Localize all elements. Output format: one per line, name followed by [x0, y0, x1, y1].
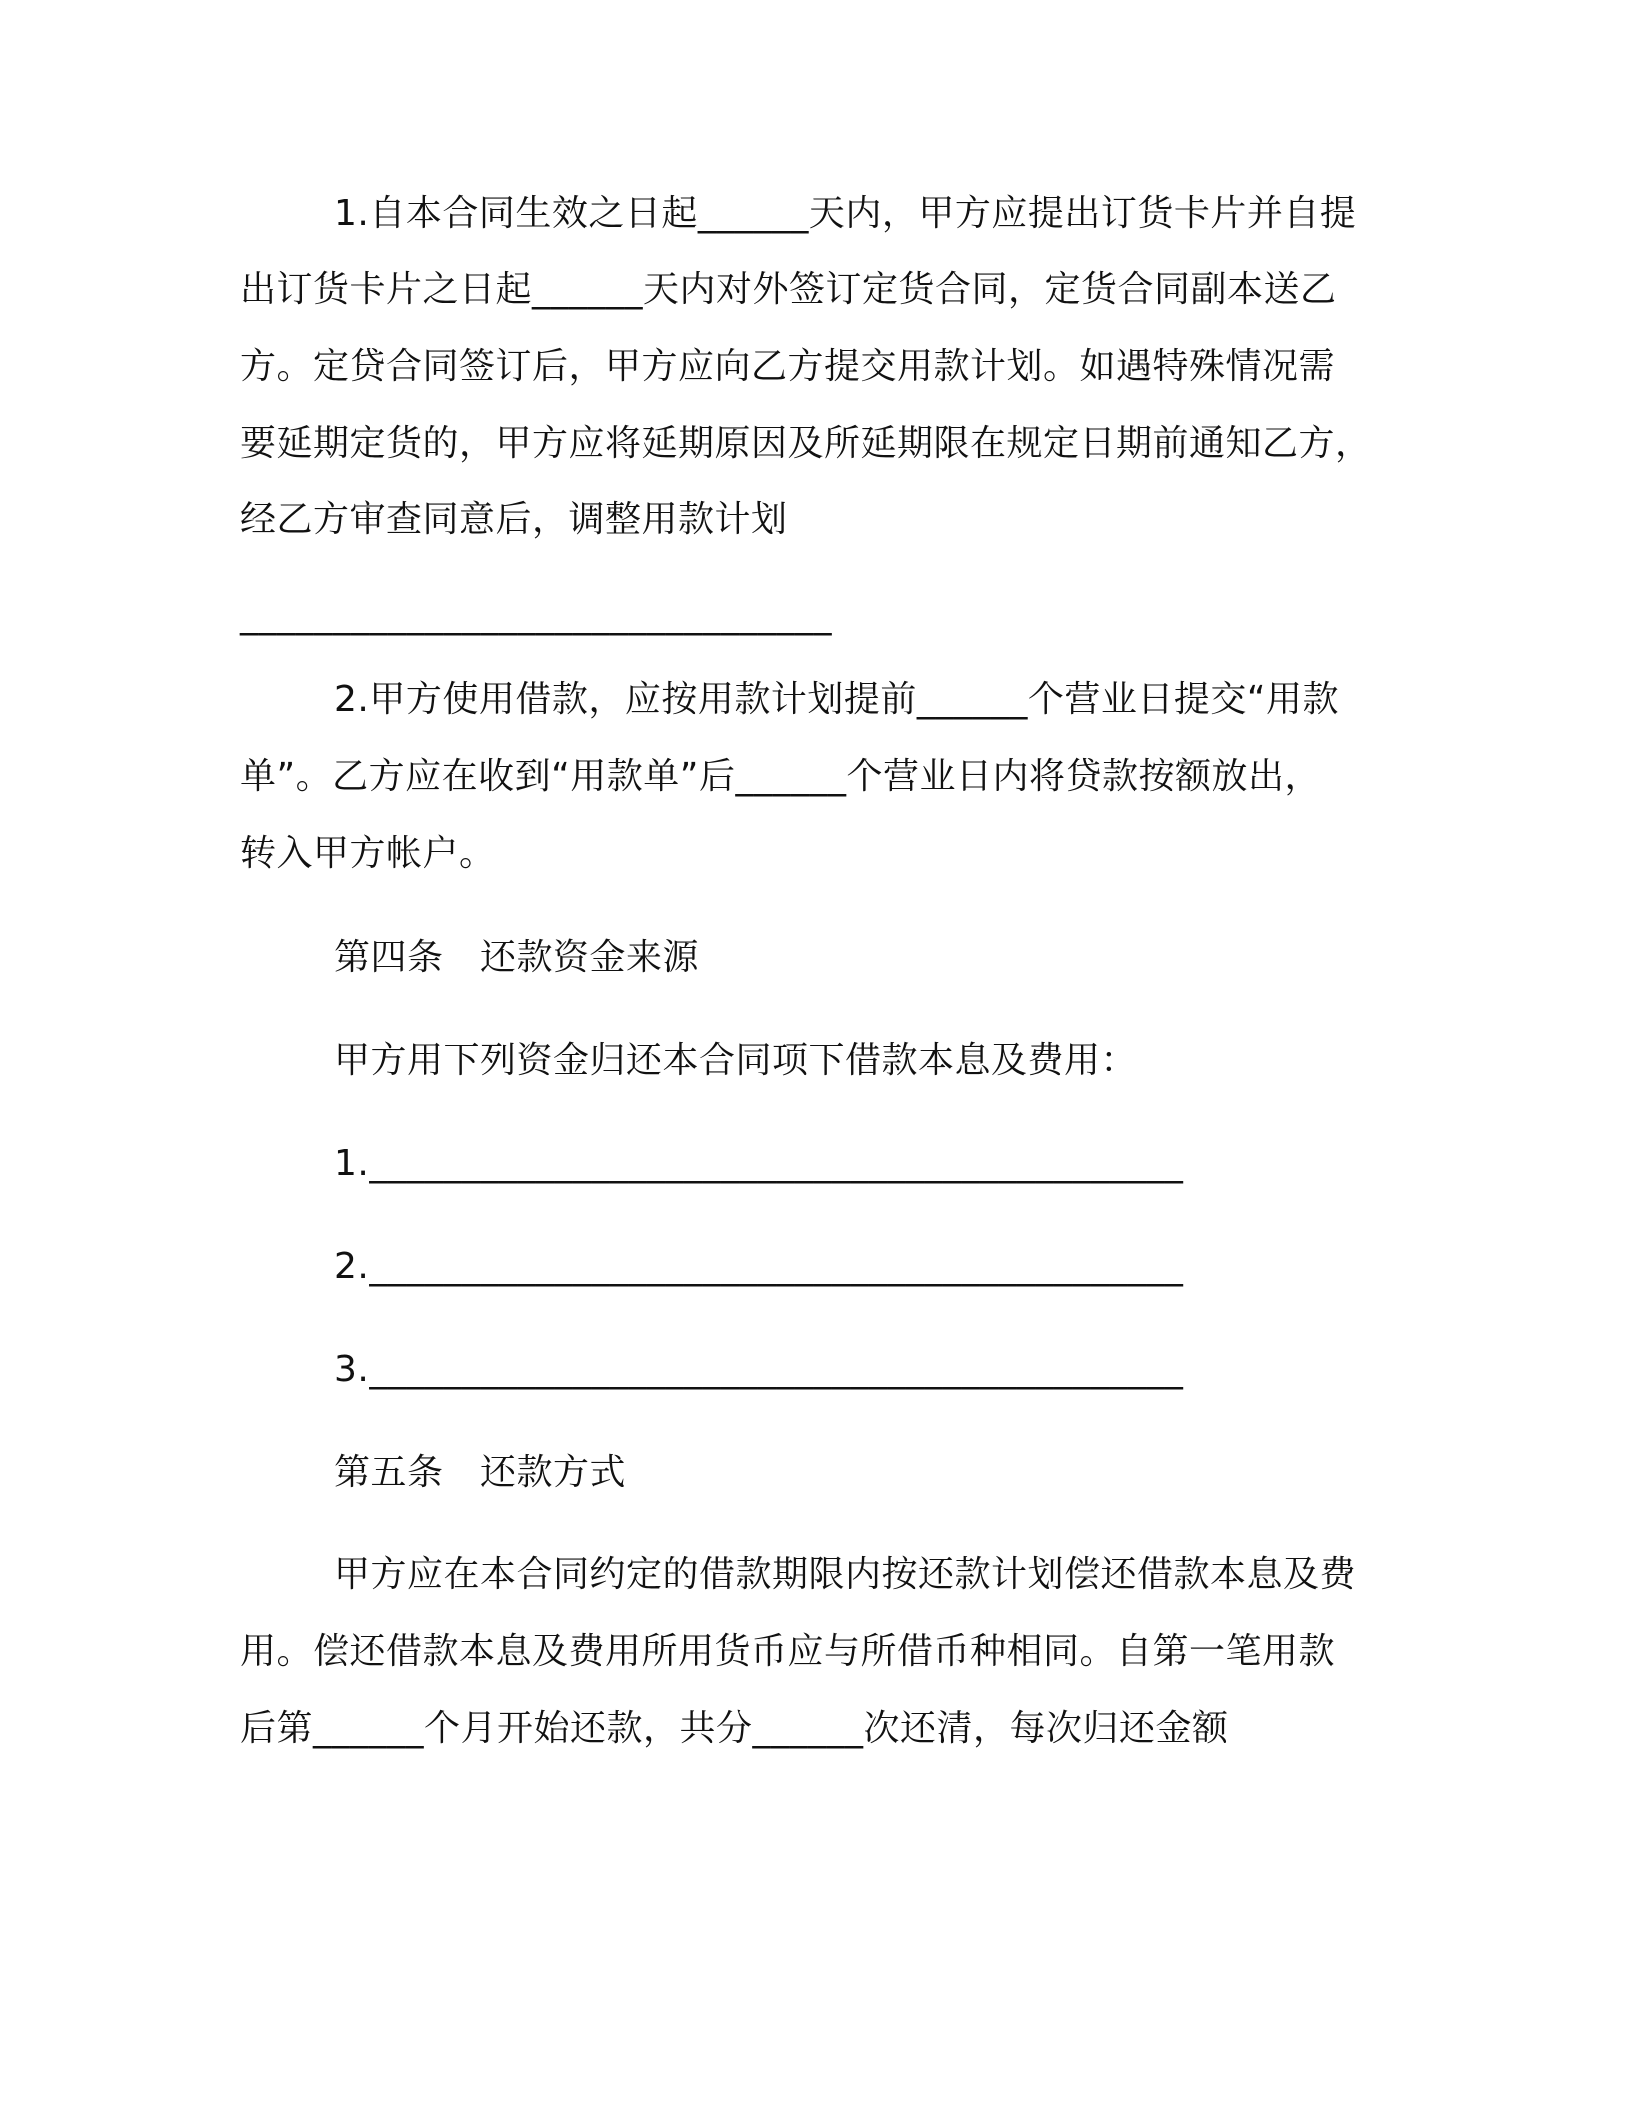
clause-1-line-5: 经乙方审查同意后，调整用款计划: [240, 499, 788, 540]
article-4-title: 第四条 还款资金来源: [334, 937, 700, 978]
article-5-title: 第五条 还款方式: [334, 1452, 627, 1493]
clause-1-blank-line: ________________________________: [240, 595, 832, 636]
clause-1-line-3: 方。定贷合同签订后，甲方应向乙方提交用款计划。如遇特殊情况需: [240, 346, 1336, 387]
clause-1-line-2: 出订货卡片之日起______天内对外签订定货合同，定货合同副本送乙: [240, 269, 1337, 310]
clause-2-line-1: 2.甲方使用借款，应按用款计划提前______个营业日提交“用款: [334, 679, 1339, 720]
article-5-line-3: 后第______个月开始还款，共分______次还清，每次归还金额: [240, 1708, 1229, 1749]
article-4-item-2: 2.____________________________________________: [334, 1246, 1184, 1287]
article-4-item-3: 3.____________________________________________: [334, 1349, 1184, 1390]
article-5-line-1: 甲方应在本合同约定的借款期限内按还款计划偿还借款本息及费: [334, 1554, 1357, 1595]
article-5-line-2: 用。偿还借款本息及费用所用货币应与所借币种相同。自第一笔用款: [240, 1631, 1336, 1672]
clause-2-line-3: 转入甲方帐户。: [240, 833, 496, 874]
article-4-intro: 甲方用下列资金归还本合同项下借款本息及费用：: [334, 1040, 1138, 1081]
article-4-item-1: 1.____________________________________________: [334, 1143, 1184, 1184]
clause-1-line-4: 要延期定货的，甲方应将延期原因及所延期限在规定日期前通知乙方，: [240, 423, 1372, 464]
clause-1-line-1: 1.自本合同生效之日起______天内，甲方应提出订货卡片并自提: [334, 193, 1357, 234]
clause-2-line-2: 单”。乙方应在收到“用款单”后______个营业日内将贷款按额放出，: [240, 756, 1321, 797]
